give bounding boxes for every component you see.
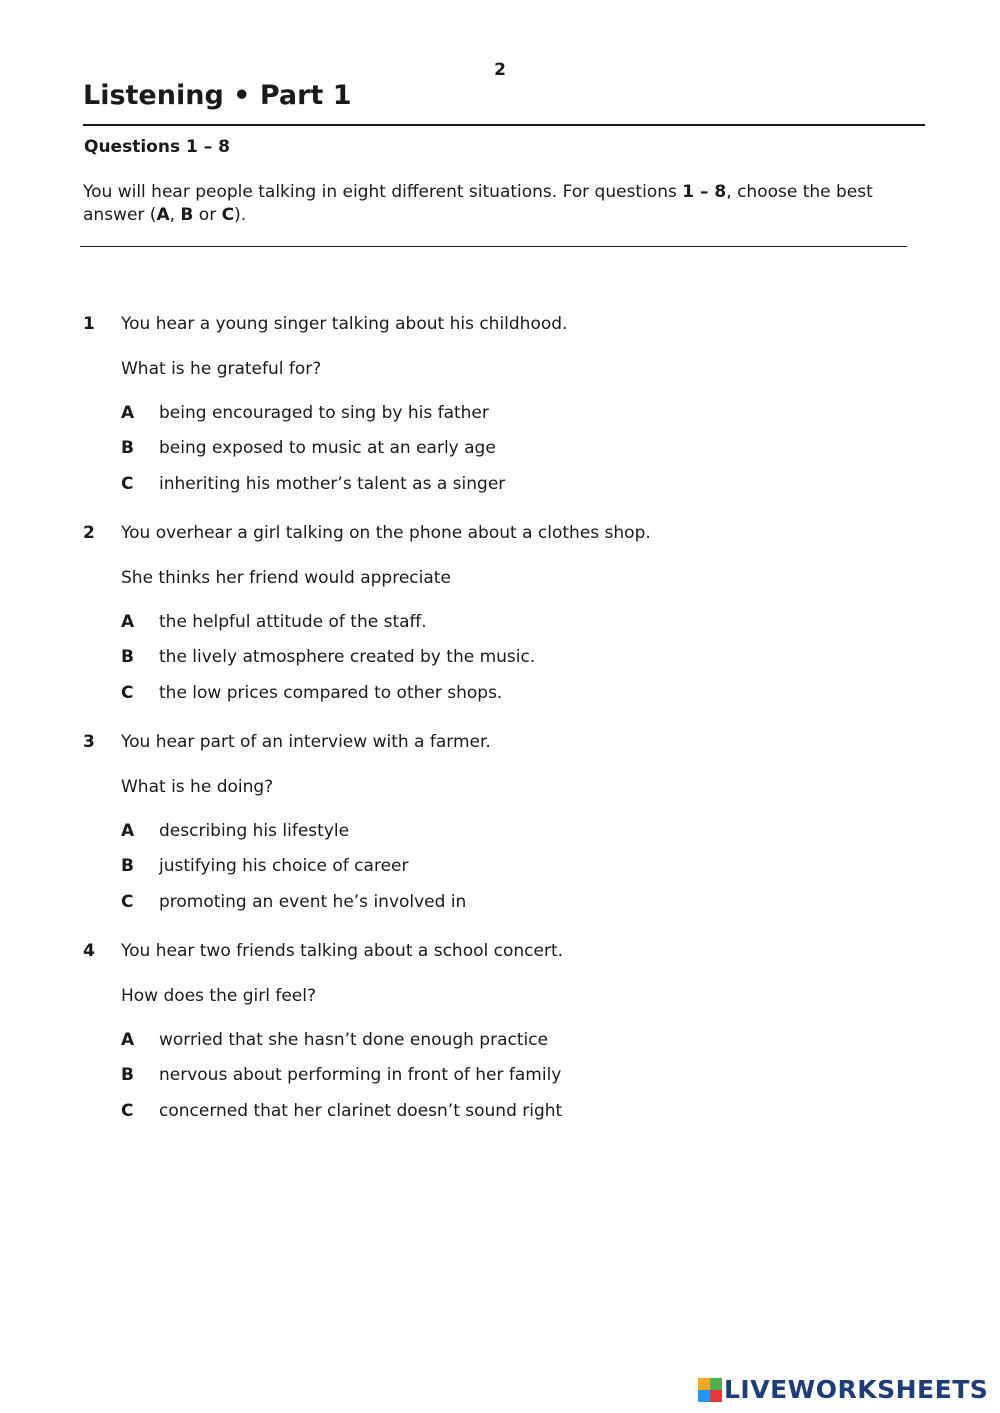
section-divider bbox=[80, 246, 907, 247]
logo-square-4 bbox=[710, 1390, 722, 1402]
instructions-sep-2: or bbox=[193, 205, 222, 225]
option-text: worried that she hasn’t done enough practice bbox=[159, 1030, 549, 1050]
logo-square-1 bbox=[698, 1378, 710, 1390]
instructions-text-3: ). bbox=[234, 205, 247, 225]
page-number: 2 bbox=[494, 60, 506, 80]
question-prompt: How does the girl feel? bbox=[121, 986, 316, 1006]
option-text: nervous about performing in front of her family bbox=[159, 1065, 562, 1085]
option-text: promoting an event he’s involved in bbox=[159, 892, 467, 912]
question-number: 2 bbox=[83, 523, 95, 543]
option-letter: B bbox=[121, 856, 134, 876]
option-text: the low prices compared to other shops. bbox=[159, 683, 503, 703]
option-text: the helpful attitude of the staff. bbox=[159, 612, 427, 632]
instructions-option-c: C bbox=[221, 205, 235, 225]
question-context: You overhear a girl talking on the phone about a clothes shop. bbox=[121, 523, 651, 543]
instructions bbox=[83, 181, 928, 227]
question-context: You hear part of an interview with a farmer. bbox=[121, 732, 491, 752]
option-text: describing his lifestyle bbox=[159, 821, 350, 841]
option-text: the lively atmosphere created by the music. bbox=[159, 647, 536, 667]
instructions-text-1: You will hear people talking in eight different situations. For questions bbox=[83, 182, 683, 202]
liveworksheets-logo[interactable] bbox=[698, 1375, 988, 1404]
instructions-sep-1: , bbox=[169, 205, 181, 225]
option-text: being exposed to music at an early age bbox=[159, 438, 496, 458]
liveworksheets-logo-icon bbox=[698, 1378, 722, 1402]
option-letter: B bbox=[121, 438, 134, 458]
question-prompt: What is he doing? bbox=[121, 777, 274, 797]
question-prompt: She thinks her friend would appreciate bbox=[121, 568, 451, 588]
question-number: 3 bbox=[83, 732, 95, 752]
logo-square-2 bbox=[710, 1378, 722, 1390]
option-letter: C bbox=[121, 1101, 134, 1121]
logo-square-3 bbox=[698, 1390, 710, 1402]
instructions-text-2: , choose the best answer ( bbox=[83, 182, 873, 225]
option-letter: C bbox=[121, 474, 134, 494]
option-text: inheriting his mother’s talent as a singer bbox=[159, 474, 506, 494]
option-letter: B bbox=[121, 647, 134, 667]
question-number: 1 bbox=[83, 314, 95, 334]
question-context: You hear two friends talking about a school concert. bbox=[121, 941, 564, 961]
question-prompt: What is he grateful for? bbox=[121, 359, 322, 379]
option-letter: A bbox=[121, 1030, 135, 1050]
option-text: justifying his choice of career bbox=[159, 856, 409, 876]
instructions-option-b: B bbox=[180, 205, 194, 225]
question-context: You hear a young singer talking about his childhood. bbox=[121, 314, 568, 334]
instructions-range: 1 – 8 bbox=[682, 182, 727, 202]
questions-range-heading: Questions 1 – 8 bbox=[84, 137, 230, 157]
question-number: 4 bbox=[83, 941, 95, 961]
logo-text: LIVEWORKSHEETS bbox=[724, 1375, 989, 1404]
option-letter: A bbox=[121, 403, 135, 423]
option-text: being encouraged to sing by his father bbox=[159, 403, 489, 423]
option-letter: A bbox=[121, 821, 135, 841]
option-letter: C bbox=[121, 683, 134, 703]
option-letter: A bbox=[121, 612, 135, 632]
option-text: concerned that her clarinet doesn’t sound right bbox=[159, 1101, 563, 1121]
option-letter: C bbox=[121, 892, 134, 912]
page-title: Listening • Part 1 bbox=[83, 80, 352, 111]
title-divider bbox=[83, 124, 925, 126]
option-letter: B bbox=[121, 1065, 134, 1085]
instructions-option-a: A bbox=[156, 205, 170, 225]
